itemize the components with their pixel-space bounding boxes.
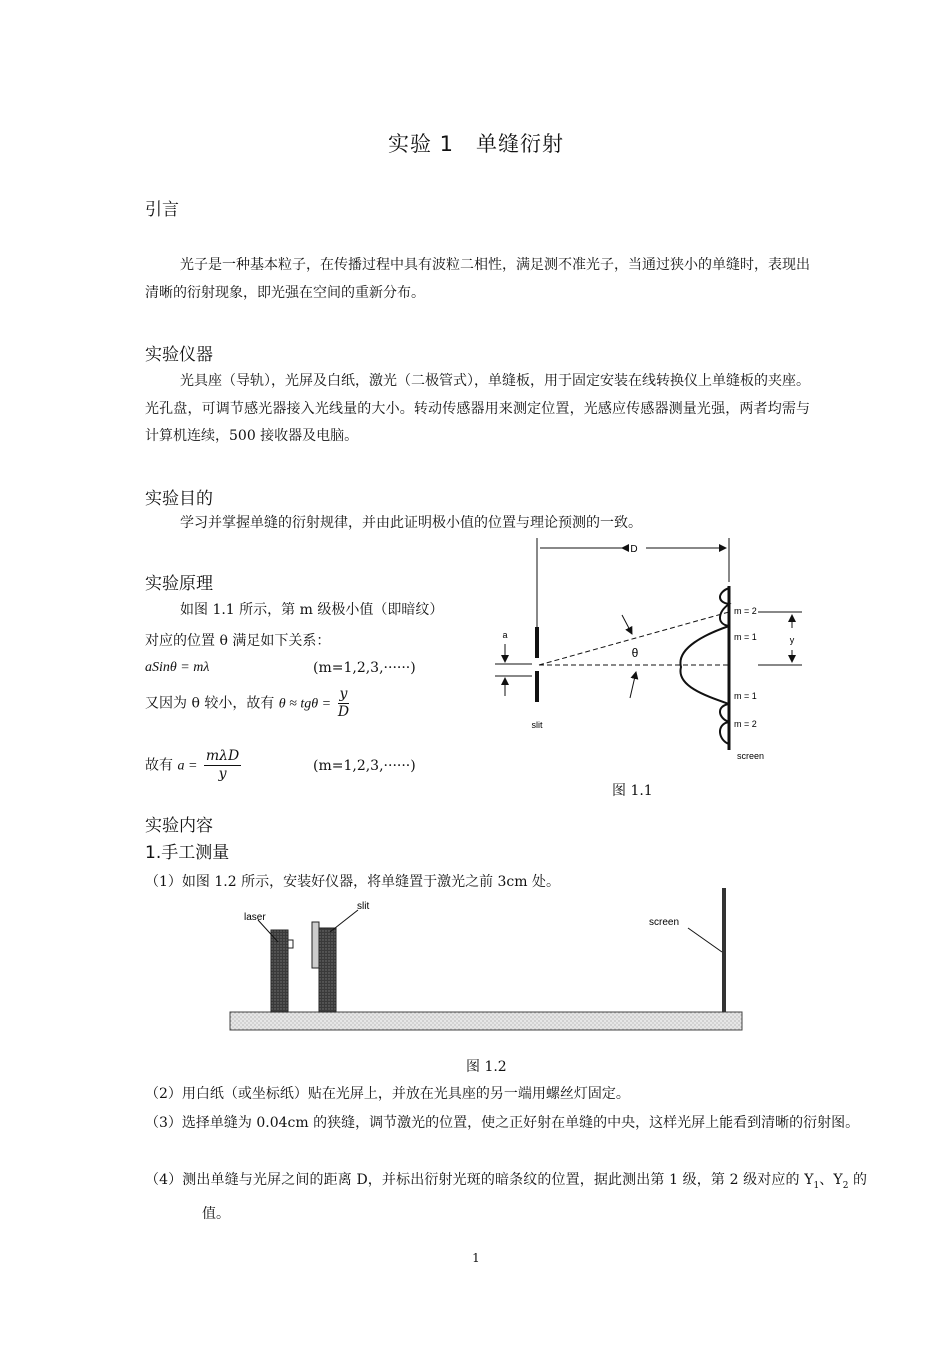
label-m1-bottom: m = 1 [734, 691, 757, 701]
principle-line-2: 对应的位置 θ 满足如下关系： [145, 633, 331, 649]
figure-1-1-caption: 图 1.1 [612, 783, 653, 799]
label-slit: slit [531, 720, 543, 730]
label-laser: laser [244, 912, 266, 923]
label-m2-top: m = 2 [734, 606, 757, 616]
fraction-y-over-D [338, 686, 350, 721]
slit-pointer-line [330, 910, 358, 932]
apparatus-paragraph: 光具座（导轨），光屏及白纸，激光（二极管式），单缝板，用于固定安装在线转换仪上单缝板的夹座。光孔盘，可调节感光器接入光线量的大小。转动传感器用来测定位置，光感应传感器测量光强，两者均需与计算机连续，500 接收器及电脑。 [145, 373, 810, 444]
fraction-numerator: mλD [205, 748, 240, 764]
equation-a-prefix: 故有 [145, 757, 173, 774]
subscript-1: 1 [813, 1180, 820, 1191]
label-m1-top: m = 1 [734, 632, 757, 642]
equation-small-angle [145, 686, 351, 721]
step-4-text: （4）测出单缝与光屏之间的距离 D，并标出衍射光斑的暗条纹的位置，据此测出第 1 级，第 2 级对应的 Y [145, 1172, 814, 1188]
figure-1-2-caption: 图 1.2 [466, 1059, 507, 1075]
principle-line-1: 如图 1.1 所示，第 m 级极小值（即暗纹） [180, 602, 444, 618]
subscript-2: 2 [842, 1180, 849, 1191]
fraction-mlambdaD-over-y [204, 748, 241, 783]
figure-1-2-diagram [226, 888, 746, 1038]
theta-arrow-bottom [630, 672, 636, 698]
intro-heading: 引言 [145, 200, 179, 220]
intro-paragraph: 光子是一种基本粒子，在传播过程中具有波粒二相性，满足测不准光子，当通过狭小的单缝时，表现出清晰的衍射现象，即光强在空间的重新分布。 [145, 257, 810, 301]
step-4-end: 的值。 [202, 1172, 868, 1222]
equation-a-left: a = [177, 758, 198, 774]
figure-1-1-diagram [480, 530, 810, 770]
optical-rail [230, 1012, 742, 1030]
purpose-heading: 实验目的 [145, 489, 213, 509]
content-heading: 实验内容 [145, 816, 213, 836]
label-slit-2: slit [357, 901, 370, 912]
equation-asin: aSinθ = mλ [145, 660, 210, 675]
step-1: （1）如图 1.2 所示，安装好仪器，将单缝置于激光之前 3cm 处。 [145, 874, 560, 890]
label-y: y [789, 635, 795, 645]
fraction-denominator: y [218, 766, 227, 782]
laser-body [271, 930, 288, 1012]
manual-measure-heading: 1.手工测量 [145, 843, 230, 863]
screen-pointer-line [688, 928, 722, 952]
step-4 [145, 1166, 867, 1228]
equation-condition-1: (m=1,2,3,······) [313, 660, 416, 676]
fraction-numerator: y [339, 686, 348, 702]
apparatus-heading: 实验仪器 [145, 345, 213, 365]
principle-heading: 实验原理 [145, 574, 213, 594]
step-2: （2）用白纸（或坐标纸）贴在光屏上，并放在光具座的另一端用螺丝灯固定。 [145, 1086, 630, 1102]
label-theta: θ [631, 646, 639, 660]
fraction-denominator: D [337, 704, 350, 720]
label-screen-2: screen [649, 917, 680, 928]
slit-holder [319, 928, 336, 1012]
page-number: 1 [472, 1251, 480, 1265]
theta-arrow-top [622, 615, 632, 634]
label-screen: screen [737, 751, 765, 761]
laser-aperture [288, 940, 293, 948]
step-3: （3）选择单缝为 0.04cm 的狭缝，调节激光的位置，使之正好射在单缝的中央，这样光屏上能看到清晰的衍射图。 [145, 1115, 860, 1131]
purpose-paragraph: 学习并掌握单缝的衍射规律，并由此证明极小值的位置与理论预测的一致。 [180, 515, 642, 531]
label-m2-bottom: m = 2 [734, 719, 757, 729]
step-4-mid: 、Y [819, 1172, 843, 1188]
label-D: D [630, 544, 638, 555]
page-title: 实验 1 单缝衍射 [387, 132, 565, 156]
equation-small-angle-prefix: 又因为 θ 较小，故有 [145, 695, 275, 712]
slit-plate [312, 922, 319, 968]
intensity-curve [680, 588, 729, 744]
equation-a [145, 748, 243, 783]
equation-condition-2: (m=1,2,3,······) [313, 758, 416, 774]
label-a: a [502, 630, 508, 640]
equation-small-angle-left: θ ≈ tgθ = [278, 696, 332, 712]
